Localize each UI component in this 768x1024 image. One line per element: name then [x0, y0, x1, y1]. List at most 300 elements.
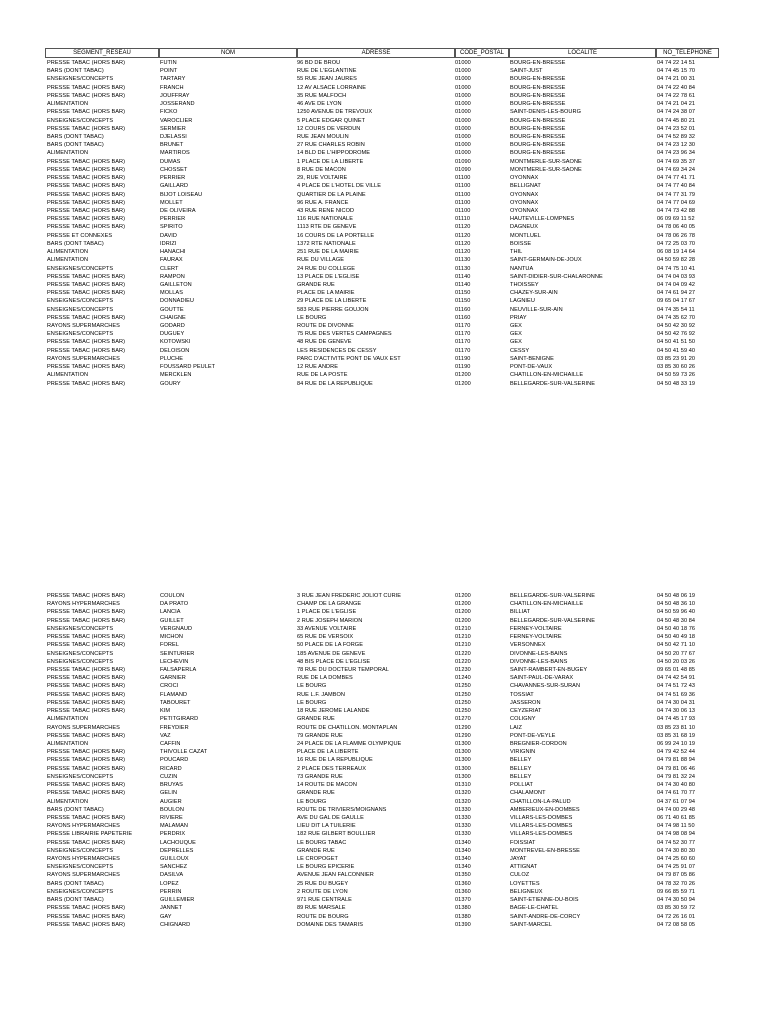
cell-code-postal: 01000: [455, 101, 471, 108]
cell-code-postal: 01140: [455, 281, 471, 288]
table-row: [0, 100, 768, 108]
cell-adresse: 65 RUE DE VERSOIX: [297, 634, 354, 641]
cell-segment: PRESSE TABAC (HORS BAR): [47, 183, 126, 190]
cell-localite: SAINT-PAUL-DE-VARAX: [510, 675, 574, 682]
cell-adresse: 84 RUE DE LA REPUBLIQUE: [297, 380, 373, 387]
table-row: [0, 740, 768, 748]
cell-telephone: 04 74 45 80 21: [657, 117, 696, 124]
cell-code-postal: 01090: [455, 166, 471, 173]
cell-localite: SAINT-RAMBERT-EN-BUGEY: [510, 666, 588, 673]
cell-nom: SERMIER: [160, 125, 186, 132]
table-row: [0, 182, 768, 190]
cell-telephone: 04 50 20 03 26: [657, 658, 696, 665]
cell-localite: JAYAT: [510, 856, 527, 863]
table-row: [0, 306, 768, 314]
cell-telephone: 04 50 42 76 92: [657, 331, 696, 338]
cell-telephone: 04 74 77 04 69: [657, 199, 696, 206]
cell-localite: LAIZ: [510, 724, 523, 731]
header-nom: NOM: [159, 48, 297, 58]
cell-segment: RAYONS SUPERMARCHES: [47, 355, 120, 362]
cell-adresse: 1 PLACE DE LA LIBERTE: [297, 158, 364, 165]
cell-telephone: 04 74 30 80 30: [657, 847, 696, 854]
table-row: [0, 232, 768, 240]
cell-localite: COLIGNY: [510, 716, 536, 723]
cell-nom: PETITGIRARD: [160, 716, 199, 723]
cell-code-postal: 01220: [455, 658, 471, 665]
cell-code-postal: 01300: [455, 765, 471, 772]
table-row: [0, 371, 768, 379]
cell-localite: PONT-DE-VAUX: [510, 364, 553, 371]
cell-nom: FLAMAND: [160, 691, 188, 698]
cell-nom: GAY: [160, 913, 172, 920]
cell-segment: BARS (DONT TABAC): [47, 68, 104, 75]
cell-code-postal: 01290: [455, 732, 471, 739]
cell-nom: JOSSERAND: [160, 101, 195, 108]
cell-code-postal: 01330: [455, 806, 471, 813]
cell-code-postal: 01000: [455, 142, 471, 149]
cell-segment: PRESSE TABAC (HORS BAR): [47, 364, 126, 371]
cell-segment: PRESSE TABAC (HORS BAR): [47, 905, 126, 912]
cell-telephone: 06 71 40 61 85: [657, 814, 696, 821]
cell-segment: PRESSE TABAC (HORS BAR): [47, 166, 126, 173]
cell-adresse: 29 PLACE DE LA LIBERTE: [297, 298, 367, 305]
cell-segment: PRESSE TABAC (HORS BAR): [47, 380, 126, 387]
cell-adresse: ROUTE DE DIVONNE: [297, 323, 354, 330]
cell-localite: BILLIAT: [510, 609, 531, 616]
table-row: [0, 117, 768, 125]
cell-localite: SAINT-JUST: [510, 68, 543, 75]
cell-nom: DEPRELLES: [160, 847, 194, 854]
cell-segment: PRESSE TABAC (HORS BAR): [47, 109, 126, 116]
cell-code-postal: 01200: [455, 609, 471, 616]
cell-code-postal: 01000: [455, 133, 471, 140]
cell-telephone: 04 74 98 08 94: [657, 831, 696, 838]
table-row: [0, 921, 768, 929]
cell-telephone: 03 85 23 91 20: [657, 355, 696, 362]
table-row: [0, 847, 768, 855]
cell-nom: FUTIN: [160, 60, 177, 66]
cell-segment: PRESSE TABAC (HORS BAR): [47, 757, 126, 764]
cell-telephone: 04 50 41 51 50: [657, 339, 696, 346]
cell-telephone: 04 50 42 71 10: [657, 642, 696, 649]
cell-adresse: 29, RUE VOLTAIRE: [297, 175, 348, 182]
cell-code-postal: 01300: [455, 773, 471, 780]
cell-telephone: 04 50 59 96 40: [657, 609, 696, 616]
cell-telephone: 04 74 22 14 51: [657, 60, 696, 66]
cell-code-postal: 01100: [455, 199, 471, 206]
cell-segment: PRESSE TABAC (HORS BAR): [47, 765, 126, 772]
cell-localite: BELIGNEUX: [510, 888, 543, 895]
cell-localite: BOURG-EN-BRESSE: [510, 101, 566, 108]
table-row: [0, 141, 768, 149]
table-row: [0, 641, 768, 649]
cell-telephone: 04 74 52 89 32: [657, 133, 696, 140]
cell-localite: OYONNAX: [510, 191, 539, 198]
cell-segment: ALIMENTATION: [47, 150, 89, 157]
cell-nom: MICHON: [160, 634, 183, 641]
cell-localite: BAGE-LE-CHATEL: [510, 905, 559, 912]
cell-telephone: 04 74 45 15 70: [657, 68, 696, 75]
cell-nom: DASILVA: [160, 872, 184, 879]
cell-segment: PRESSE TABAC (HORS BAR): [47, 593, 126, 599]
cell-nom: SEINTURIER: [160, 650, 195, 657]
cell-code-postal: 01210: [455, 634, 471, 641]
cell-code-postal: 01090: [455, 158, 471, 165]
cell-localite: THOISSEY: [510, 281, 539, 288]
cell-segment: ALIMENTATION: [47, 372, 89, 379]
cell-segment: BARS (DONT TABAC): [47, 133, 104, 140]
cell-localite: CHAZEY-SUR-AIN: [510, 290, 558, 297]
table-row: [0, 191, 768, 199]
cell-code-postal: 01220: [455, 650, 471, 657]
cell-adresse: 48 RUE DE GENEVE: [297, 339, 352, 346]
cell-code-postal: 01340: [455, 839, 471, 846]
cell-telephone: 04 74 23 52 01: [657, 125, 696, 132]
cell-code-postal: 01340: [455, 847, 471, 854]
cell-localite: SAINT-MARCEL: [510, 921, 552, 928]
cell-segment: PRESSE TABAC (HORS BAR): [47, 60, 126, 66]
cell-adresse: 16 RUE DE LA REPUBLIQUE: [297, 757, 373, 764]
cell-code-postal: 01210: [455, 642, 471, 649]
cell-segment: PRESSE TABAC (HORS BAR): [47, 790, 126, 797]
cell-telephone: 06 08 19 14 64: [657, 249, 696, 256]
cell-localite: BELLEGARDE-SUR-VALSERINE: [510, 593, 596, 599]
cell-nom: FAURAX: [160, 257, 183, 264]
cell-segment: PRESSE TABAC (HORS BAR): [47, 666, 126, 673]
table-row: [0, 149, 768, 157]
cell-adresse: 185 AVENUE DE GENEVE: [297, 650, 366, 657]
cell-adresse: 43 RUE RENE NICOD: [297, 207, 355, 214]
table-row: [0, 798, 768, 806]
cell-localite: BOURG-EN-BRESSE: [510, 92, 566, 99]
cell-nom: PLUCHE: [160, 355, 183, 362]
cell-localite: BOURG-EN-BRESSE: [510, 142, 566, 149]
header-no-telephone: NO_TELEPHONE: [656, 48, 719, 58]
cell-nom: DE OLIVEIRA: [160, 207, 196, 214]
cell-segment: RAYONS SUPERMARCHES: [47, 724, 120, 731]
cell-nom: BIJOT LOISEAU: [160, 191, 203, 198]
table-row: [0, 748, 768, 756]
table-row: [0, 658, 768, 666]
cell-localite: BOURG-EN-BRESSE: [510, 84, 566, 91]
cell-code-postal: 01300: [455, 757, 471, 764]
cell-adresse: 96 RUE A. FRANCE: [297, 199, 349, 206]
cell-adresse: 2 ROUTE DE LYON: [297, 888, 348, 895]
table-row: [0, 814, 768, 822]
cell-localite: CULOZ: [510, 872, 530, 879]
table-row: [0, 133, 768, 141]
cell-segment: ENSEIGNES/CONCEPTS: [47, 265, 114, 272]
cell-code-postal: 01200: [455, 372, 471, 379]
table-row: [0, 691, 768, 699]
cell-code-postal: 01100: [455, 207, 471, 214]
cell-segment: BARS (DONT TABAC): [47, 142, 104, 149]
cell-adresse: AVE DU GAL DE GAULLE: [297, 814, 364, 821]
cell-adresse: RUE DE L'EGLANTINE: [297, 68, 357, 75]
table-row: [0, 724, 768, 732]
cell-adresse: 8 RUE DE MACON: [297, 166, 346, 173]
cell-nom: GUILLOUX: [160, 856, 189, 863]
cell-segment: PRESSE TABAC (HORS BAR): [47, 814, 126, 821]
cell-localite: LAGNIEU: [510, 298, 535, 305]
table-row: [0, 108, 768, 116]
cell-code-postal: 01120: [455, 240, 471, 247]
cell-localite: FERNEY-VOLTAIRE: [510, 634, 562, 641]
cell-telephone: 04 74 77 31 79: [657, 191, 696, 198]
cell-segment: RAYONS SUPERMARCHES: [47, 323, 120, 330]
cell-nom: FICKO: [160, 109, 178, 116]
cell-telephone: 04 50 41 59 40: [657, 347, 696, 354]
cell-adresse: 73 GRANDE RUE: [297, 773, 343, 780]
cell-adresse: 78 RUE DU DOCTEUR TEMPORAL: [297, 666, 389, 673]
cell-adresse: 1113 RTE DE GENEVE: [297, 224, 357, 231]
cell-segment: PRESSE TABAC (HORS BAR): [47, 339, 126, 346]
cell-localite: BOURG-EN-BRESSE: [510, 125, 566, 132]
cell-localite: MONTMERLE-SUR-SAONE: [510, 166, 582, 173]
cell-code-postal: 01200: [455, 593, 471, 599]
cell-code-postal: 01190: [455, 364, 471, 371]
table-row: [0, 174, 768, 182]
cell-segment: PRESSE TABAC (HORS BAR): [47, 839, 126, 846]
cell-localite: FERNEY-VOLTAIRE: [510, 625, 562, 632]
cell-localite: CHATILLON-EN-MICHAILLE: [510, 601, 584, 608]
cell-nom: CAFFIN: [160, 740, 181, 747]
cell-segment: PRESSE TABAC (HORS BAR): [47, 281, 126, 288]
cell-nom: FRANCH: [160, 84, 184, 91]
cell-adresse: 18 RUE JEROME LALANDE: [297, 708, 370, 715]
cell-segment: PRESSE TABAC (HORS BAR): [47, 609, 126, 616]
cell-nom: GELIN: [160, 790, 178, 797]
cell-nom: RIVIERE: [160, 814, 183, 821]
cell-segment: ENSEIGNES/CONCEPTS: [47, 306, 114, 313]
cell-code-postal: 01160: [455, 314, 471, 321]
table-row: [0, 67, 768, 75]
cell-adresse: 251 RUE DE LA MAIRIE: [297, 249, 359, 256]
cell-localite: VILLARS-LES-DOMBES: [510, 831, 573, 838]
cell-nom: KOTOWSKI: [160, 339, 191, 346]
cell-localite: BREGNIER-CORDON: [510, 740, 567, 747]
cell-nom: FOUSSARD PEULET: [160, 364, 216, 371]
cell-localite: SAINT-DIDIER-SUR-CHALARONNE: [510, 273, 603, 280]
table-row: [0, 355, 768, 363]
cell-telephone: 04 50 40 18 76: [657, 625, 696, 632]
cell-adresse: 16 COURS DE LA PORTELLE: [297, 232, 375, 239]
cell-telephone: 04 74 61 94 27: [657, 290, 696, 297]
cell-nom: LANCIA: [160, 609, 181, 616]
cell-segment: RAYONS SUPERMARCHES: [47, 872, 120, 879]
table-row: [0, 600, 768, 608]
cell-code-postal: 01360: [455, 880, 471, 887]
table-row: [0, 314, 768, 322]
cell-telephone: 04 72 26 16 01: [657, 913, 696, 920]
cell-telephone: 04 74 00 29 48: [657, 806, 696, 813]
cell-telephone: 04 74 69 34 24: [657, 166, 696, 173]
cell-adresse: RUE DE LA DOMBES: [297, 675, 353, 682]
cell-telephone: 04 74 30 40 80: [657, 782, 696, 789]
table-row: [0, 92, 768, 100]
cell-code-postal: 01230: [455, 666, 471, 673]
cell-nom: PERDRIX: [160, 831, 186, 838]
cell-localite: BELLEY: [510, 773, 532, 780]
cell-telephone: 04 50 59 82 28: [657, 257, 696, 264]
cell-nom: RAMPON: [160, 273, 185, 280]
cell-telephone: 04 74 30 50 94: [657, 897, 696, 904]
cell-nom: FREYDIER: [160, 724, 189, 731]
cell-code-postal: 01200: [455, 617, 471, 624]
cell-telephone: 04 50 48 36 10: [657, 601, 696, 608]
cell-segment: PRESSE TABAC (HORS BAR): [47, 175, 126, 182]
cell-code-postal: 01270: [455, 716, 471, 723]
cell-nom: MOLLAS: [160, 290, 183, 297]
cell-nom: MARTIROS: [160, 150, 190, 157]
cell-segment: PRESSE TABAC (HORS BAR): [47, 913, 126, 920]
cell-adresse: 75 RUE DES VERTES CAMPAGNES: [297, 331, 392, 338]
cell-adresse: ROUTE DE TRIVIERS/MOIGNANS: [297, 806, 387, 813]
cell-adresse: LE BOURG: [297, 798, 327, 805]
cell-code-postal: 01250: [455, 708, 471, 715]
cell-telephone: 04 74 25 91 07: [657, 864, 696, 871]
cell-localite: SAINT-DENIS-LES-BOURG: [510, 109, 581, 116]
cell-localite: DAGNEUX: [510, 224, 539, 231]
cell-telephone: 04 79 81 88 94: [657, 757, 696, 764]
cell-segment: PRESSE TABAC (HORS BAR): [47, 683, 126, 690]
cell-nom: CLERT: [160, 265, 179, 272]
cell-code-postal: 01140: [455, 273, 471, 280]
cell-telephone: 04 50 20 77 67: [657, 650, 696, 657]
cell-segment: PRESSE TABAC (HORS BAR): [47, 691, 126, 698]
table-row: [0, 871, 768, 879]
cell-nom: DUMAS: [160, 158, 181, 165]
cell-telephone: 04 79 87 05 86: [657, 872, 696, 879]
cell-localite: BOURG-EN-BRESSE: [510, 76, 566, 83]
cell-nom: CUZIN: [160, 773, 178, 780]
cell-telephone: 04 74 21 00 31: [657, 76, 696, 83]
table-row: [0, 888, 768, 896]
cell-localite: FOISSIAT: [510, 839, 536, 846]
cell-code-postal: 01330: [455, 814, 471, 821]
cell-adresse: 12 AV ALSACE LORRAINE: [297, 84, 367, 91]
cell-telephone: 04 74 75 10 41: [657, 265, 696, 272]
cell-localite: MONTMERLE-SUR-SAONE: [510, 158, 582, 165]
cell-adresse: PARC D'ACTIVITE PONT DE VAUX EST: [297, 355, 401, 362]
cell-nom: VERGNAUD: [160, 625, 193, 632]
cell-code-postal: 01290: [455, 724, 471, 731]
cell-code-postal: 01170: [455, 339, 471, 346]
table-row: [0, 765, 768, 773]
cell-localite: AMBERIEUX-EN-DOMBES: [510, 806, 580, 813]
cell-localite: OYONNAX: [510, 199, 539, 206]
cell-code-postal: 01190: [455, 355, 471, 362]
cell-adresse: 46 AVE DE LYON: [297, 101, 342, 108]
cell-nom: DELOISON: [160, 347, 190, 354]
cell-adresse: 12 RUE ANDRE: [297, 364, 339, 371]
cell-nom: GAILLETON: [160, 281, 192, 288]
cell-localite: BOURG-EN-BRESSE: [510, 150, 566, 157]
cell-code-postal: 01130: [455, 265, 471, 272]
cell-nom: GAILLARD: [160, 183, 189, 190]
cell-code-postal: 01000: [455, 76, 471, 83]
cell-code-postal: 01000: [455, 125, 471, 132]
header-localite: LOCALITE: [509, 48, 656, 58]
cell-localite: JASSERON: [510, 699, 541, 706]
table-row: [0, 75, 768, 83]
table-row: [0, 896, 768, 904]
cell-telephone: 03 85 30 60 26: [657, 364, 696, 371]
cell-telephone: 04 74 35 62 70: [657, 314, 696, 321]
cell-telephone: 03 85 23 81 10: [657, 724, 696, 731]
cell-telephone: 04 50 48 06 19: [657, 593, 696, 599]
cell-code-postal: 01340: [455, 856, 471, 863]
cell-code-postal: 01000: [455, 117, 471, 124]
cell-nom: GUILLEMIER: [160, 897, 195, 904]
cell-adresse: ROUTE DE CHATILLON. MONTAPLAN: [297, 724, 398, 731]
cell-code-postal: 01170: [455, 331, 471, 338]
cell-localite: VILLARS-LES-DOMBES: [510, 823, 573, 830]
cell-telephone: 04 74 51 72 43: [657, 683, 696, 690]
table-row: [0, 650, 768, 658]
cell-code-postal: 01000: [455, 109, 471, 116]
table-row: [0, 338, 768, 346]
cell-code-postal: 01200: [455, 380, 471, 387]
cell-code-postal: 01000: [455, 84, 471, 91]
cell-code-postal: 01100: [455, 183, 471, 190]
cell-segment: ENSEIGNES/CONCEPTS: [47, 76, 114, 83]
cell-telephone: 09 66 85 59 71: [657, 888, 696, 895]
header-segment-reseau: SEGMENT_RESEAU: [45, 48, 159, 58]
cell-adresse: 50 PLACE DE LA FORGE: [297, 642, 363, 649]
cell-code-postal: 01310: [455, 782, 471, 789]
cell-segment: PRESSE TABAC (HORS BAR): [47, 708, 126, 715]
table-row: [0, 380, 768, 388]
cell-telephone: 04 79 42 52 44: [657, 749, 696, 756]
cell-adresse: LE BOURG: [297, 683, 327, 690]
cell-localite: MONTREVEL-EN-BRESSE: [510, 847, 580, 854]
cell-adresse: 4 PLACE DE L'HOTEL DE VILLE: [297, 183, 381, 190]
cell-code-postal: 01330: [455, 831, 471, 838]
cell-segment: PRESSE TABAC (HORS BAR): [47, 92, 126, 99]
cell-segment: PRESSE TABAC (HORS BAR): [47, 617, 126, 624]
cell-adresse: 583 RUE PIERRE GOUJON: [297, 306, 369, 313]
cell-nom: GOURY: [160, 380, 181, 387]
table-row: [0, 289, 768, 297]
table-row: [0, 608, 768, 616]
cell-adresse: 55 RUE JEAN JAURES: [297, 76, 357, 83]
cell-adresse: 24 RUE DU COLLEGE: [297, 265, 356, 272]
cell-localite: VERSONNEX: [510, 642, 546, 649]
cell-segment: PRESSE ET CONNEXES: [47, 232, 113, 239]
cell-localite: THIL: [510, 249, 523, 256]
cell-telephone: 04 78 32 70 26: [657, 880, 696, 887]
cell-nom: PERRIER: [160, 175, 186, 182]
cell-code-postal: 01380: [455, 913, 471, 920]
cell-segment: BARS (DONT TABAC): [47, 880, 104, 887]
cell-telephone: 06 99 24 10 19: [657, 740, 696, 747]
cell-segment: PRESSE TABAC (HORS BAR): [47, 921, 126, 928]
cell-segment: PRESSE TABAC (HORS BAR): [47, 699, 126, 706]
cell-segment: ENSEIGNES/CONCEPTS: [47, 625, 114, 632]
table-row: [0, 830, 768, 838]
cell-segment: PRESSE TABAC (HORS BAR): [47, 347, 126, 354]
cell-segment: PRESSE TABAC (HORS BAR): [47, 314, 126, 321]
cell-segment: PRESSE TABAC (HORS BAR): [47, 634, 126, 641]
cell-adresse: GRANDE RUE: [297, 790, 335, 797]
cell-adresse: 1372 RTE NATIONALE: [297, 240, 356, 247]
cell-adresse: RUE JEAN MOULIN: [297, 133, 349, 140]
cell-telephone: 04 50 42 30 92: [657, 323, 696, 330]
cell-segment: ALIMENTATION: [47, 257, 89, 264]
cell-nom: JANNET: [160, 905, 183, 912]
cell-segment: ENSEIGNES/CONCEPTS: [47, 298, 114, 305]
